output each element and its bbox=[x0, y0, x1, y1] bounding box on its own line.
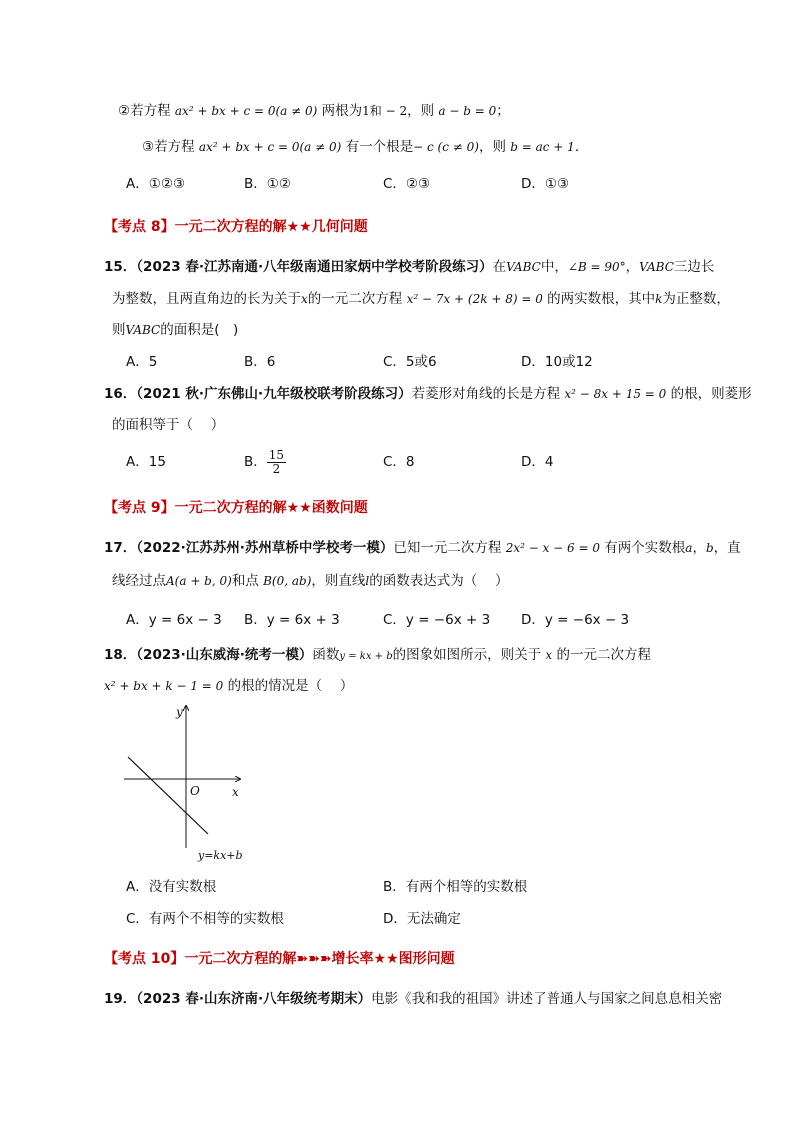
section-header-10: 【考点 10】一元二次方程的解➽➽➽增长率★★图形问题 bbox=[104, 951, 455, 967]
equation: ax² + bx + c = 0(a ≠ 0) bbox=[174, 104, 318, 118]
item-marker: ③ bbox=[142, 139, 155, 155]
question-source: （2022·江苏苏州·苏州草桥中学校考一模） bbox=[136, 540, 394, 556]
q14-option-a[interactable]: A．①②③ bbox=[126, 176, 186, 192]
question-source: （2021 秋·广东佛山·九年级校联考阶段练习） bbox=[136, 386, 412, 402]
question-number: 15． bbox=[104, 259, 137, 275]
q16-option-c[interactable]: C．8 bbox=[383, 454, 415, 470]
question-number: 16． bbox=[104, 386, 137, 402]
q14-option-c[interactable]: C．②③ bbox=[383, 176, 431, 192]
equation: x² − 7x + (2k + 8) = 0 bbox=[406, 292, 543, 306]
q17-line-1: 17．（2022·江苏苏州·苏州草桥中学校考一模）已知一元二次方程 2x² − x − 6 = 0 有两个实数根a，b，直 bbox=[104, 540, 741, 556]
q15-option-b[interactable]: B．6 bbox=[244, 354, 276, 370]
q15-line-3: 则VABC的面积是( ) bbox=[112, 322, 239, 338]
graph-caption: y=kx+b bbox=[198, 849, 243, 862]
equation: ax² + bx + c = 0(a ≠ 0) bbox=[198, 140, 342, 154]
question-source: （2023 春·江苏南通·八年级南通田家炳中学校考阶段练习） bbox=[136, 259, 493, 275]
q16-line-2: 的面积等于（ ） bbox=[112, 417, 225, 433]
q16-option-d[interactable]: D．4 bbox=[521, 454, 554, 470]
q18-line-2: x² + bx + k − 1 = 0 的根的情况是（ ） bbox=[104, 678, 354, 694]
x-axis-label: x bbox=[232, 785, 239, 799]
equation: x² − 8x + 15 = 0 bbox=[564, 387, 667, 401]
question-number: 19． bbox=[104, 991, 137, 1007]
q16-line-1: 16．（2021 秋·广东佛山·九年级校联考阶段练习）若菱形对角线的长是方程 x² − 8x + 15 = 0 的根，则菱形 bbox=[104, 386, 752, 402]
q17-option-b[interactable]: B．y = 6x + 3 bbox=[244, 612, 340, 628]
q19-line-1: 19．（2023 春·山东济南·八年级统考期末）电影《我和我的祖国》讲述了普通人与国家之间息息相关密 bbox=[104, 991, 723, 1007]
q18-option-a[interactable]: A．没有实数根 bbox=[126, 879, 217, 895]
question-source: （2023 春·山东济南·八年级统考期末） bbox=[136, 991, 372, 1007]
item-marker: ② bbox=[118, 103, 131, 119]
q15-line-1: 15．（2023 春·江苏南通·八年级南通田家炳中学校考阶段练习）在VABC中，∠B = 90°，VABC三边长 bbox=[104, 259, 715, 275]
equation: x² + bx + k − 1 = 0 bbox=[104, 679, 224, 693]
fraction: $\frac{15}{2}$ bbox=[268, 447, 285, 476]
q14-item-2: ②若方程 ax² + bx + c = 0(a ≠ 0) 两根为1和 − 2，则 a − b = 0； bbox=[118, 103, 510, 119]
q18-option-c[interactable]: C．有两个不相等的实数根 bbox=[126, 911, 284, 927]
q18-line-1: 18．（2023·山东威海·统考一模）函数y = kx + b的图象如图所示，则关于 x 的一元二次方程 bbox=[104, 647, 651, 663]
question-source: （2023·山东威海·统考一模） bbox=[136, 647, 313, 663]
section-header-9: 【考点 9】一元二次方程的解★★函数问题 bbox=[104, 500, 368, 516]
question-number: 17． bbox=[104, 540, 137, 556]
origin-label: O bbox=[190, 784, 200, 798]
q18-option-b[interactable]: B．有两个相等的实数根 bbox=[383, 879, 528, 895]
q17-line-2: 线经过点A(a + b, 0)和点 B(0, ab)，则直线l的函数表达式为（ ） bbox=[112, 573, 509, 589]
linear-function-graph bbox=[118, 700, 258, 870]
q16-option-b[interactable]: B． $\frac{15}{2}$ bbox=[244, 447, 285, 476]
q16-option-a[interactable]: A．15 bbox=[126, 454, 166, 470]
q15-line-2: 为整数，且两直角边的长为关于x的一元二次方程 x² − 7x + (2k + 8) = 0 的两实数根，其中k为正整数， bbox=[112, 291, 730, 307]
question-number: 18． bbox=[104, 647, 137, 663]
q14-option-b[interactable]: B．①② bbox=[244, 176, 291, 192]
q17-option-d[interactable]: D．y = −6x − 3 bbox=[521, 612, 630, 628]
y-axis-label: y bbox=[176, 705, 183, 719]
q15-option-c[interactable]: C．5或6 bbox=[383, 354, 437, 370]
q17-option-a[interactable]: A．y = 6x − 3 bbox=[126, 612, 222, 628]
q18-option-d[interactable]: D．无法确定 bbox=[383, 911, 461, 927]
q14-item-3: ③若方程 ax² + bx + c = 0(a ≠ 0) 有一个根是− c (c ≠ 0)，则 b = ac + 1． bbox=[142, 139, 589, 155]
q15-option-d[interactable]: D．10或12 bbox=[521, 354, 593, 370]
section-header-8: 【考点 8】一元二次方程的解★★几何问题 bbox=[104, 219, 368, 235]
q17-option-c[interactable]: C．y = −6x + 3 bbox=[383, 612, 491, 628]
q14-option-d[interactable]: D．①③ bbox=[521, 176, 570, 192]
q15-option-a[interactable]: A．5 bbox=[126, 354, 158, 370]
equation: 2x² − x − 6 = 0 bbox=[505, 541, 600, 555]
